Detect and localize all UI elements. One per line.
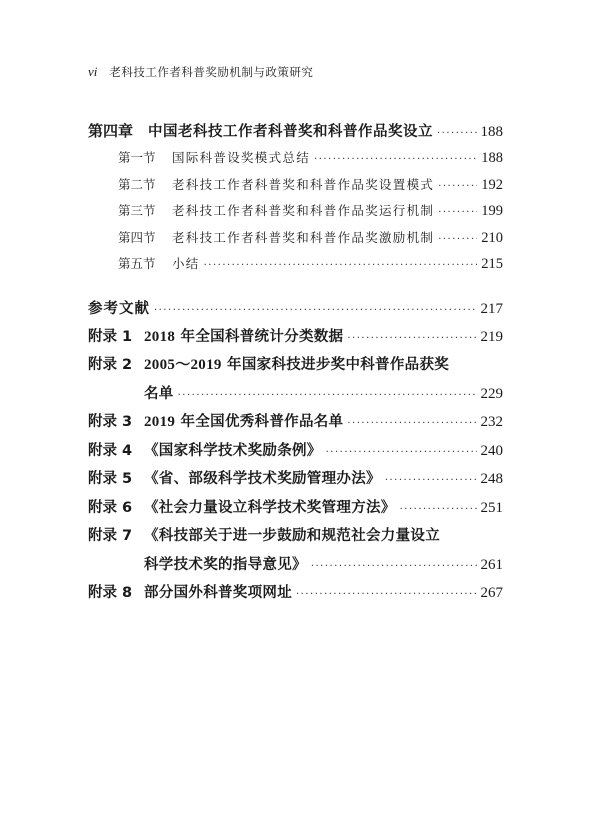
- dot-leader: [400, 504, 477, 515]
- appendix-label: 附录 8: [88, 585, 133, 601]
- appendix-page: 261: [480, 556, 503, 573]
- toc-section-4[interactable]: [88, 228, 503, 255]
- toc-chapter-4[interactable]: [88, 120, 503, 148]
- dot-leader: [437, 128, 477, 139]
- appendix-label: 附录 7: [88, 528, 133, 544]
- appendix-title: 《社会力量设立科学技术奖管理方法》: [144, 499, 396, 516]
- dot-leader: [347, 418, 476, 429]
- section-title: 老科技工作者科普奖和科普作品奖激励机制: [172, 229, 435, 245]
- appendix-page: 219: [480, 328, 503, 345]
- toc-section-5[interactable]: [88, 254, 503, 281]
- dot-leader: [311, 561, 477, 572]
- toc-section-3[interactable]: [88, 201, 503, 228]
- appendix-page: 240: [480, 442, 503, 459]
- dot-leader: [154, 305, 477, 316]
- section-title: 国际科普设奖模式总结: [172, 150, 311, 165]
- dot-leader: [347, 333, 476, 344]
- spacer: [88, 281, 503, 297]
- appendix-title: 《省、部级科学技术奖励管理办法》: [144, 471, 381, 487]
- dot-leader: [178, 390, 477, 401]
- toc-section-2[interactable]: [88, 175, 503, 202]
- appendix-title: 2019 年全国优秀科普作品名单: [144, 414, 344, 430]
- section-page: 210: [481, 229, 503, 246]
- dot-leader: [204, 260, 478, 271]
- section-label: 第一节: [118, 150, 156, 165]
- toc-section-1[interactable]: [88, 148, 503, 175]
- section-page: 199: [481, 203, 503, 219]
- dot-leader: [326, 447, 477, 458]
- toc-appendix-4[interactable]: [88, 439, 503, 468]
- dot-leader: [438, 181, 477, 192]
- table-of-contents: [88, 120, 503, 610]
- appendix-title: 2005～2019 年国家科技进步奖中科普作品获奖: [144, 357, 450, 373]
- appendix-label: 附录 4: [88, 442, 133, 459]
- section-title: 小结: [172, 256, 200, 271]
- chapter-page: 188: [480, 124, 503, 140]
- section-title: 老科技工作者科普奖和科普作品奖运行机制: [172, 203, 435, 218]
- toc-appendix-3[interactable]: [88, 410, 503, 439]
- references-title: 参考文献: [88, 300, 150, 317]
- dot-leader: [438, 234, 477, 245]
- appendix-page: 251: [480, 499, 503, 516]
- appendix-label: 附录 1: [88, 328, 133, 345]
- toc-references[interactable]: [88, 297, 503, 325]
- appendix-page: 229: [480, 385, 503, 402]
- dot-leader: [314, 154, 477, 165]
- toc-appendix-2-line1[interactable]: [88, 353, 503, 382]
- appendix-label: 附录 2: [88, 357, 133, 373]
- dot-leader: [438, 207, 477, 218]
- toc-appendix-7-line2[interactable]: [88, 553, 503, 582]
- book-title: 老科技工作者科普奖励机制与政策研究: [109, 65, 314, 79]
- toc-appendix-7-line1[interactable]: [88, 524, 503, 553]
- appendix-page: 248: [480, 471, 503, 487]
- toc-appendix-2-line2[interactable]: [88, 382, 503, 411]
- appendix-title: 部分国外科普奖项网址: [144, 585, 292, 601]
- appendix-page: 267: [480, 585, 503, 601]
- toc-appendix-6[interactable]: [88, 496, 503, 525]
- section-page: 192: [481, 176, 503, 193]
- section-page: 215: [481, 256, 503, 272]
- appendix-label: 附录 6: [88, 499, 133, 516]
- running-header: [88, 64, 313, 80]
- appendix-title-continued: 科学技术奖的指导意见》: [144, 556, 307, 573]
- section-label: 第四节: [118, 229, 156, 245]
- roman-page-number: vi: [88, 64, 98, 79]
- appendix-title: 2018 年全国科普统计分类数据: [144, 328, 344, 345]
- appendix-title: 《科技部关于进一步鼓励和规范社会力量设立: [144, 528, 440, 544]
- references-page: 217: [480, 300, 503, 317]
- chapter-label: 第四章: [88, 122, 134, 140]
- appendix-title-continued: 名单: [144, 385, 174, 402]
- section-title: 老科技工作者科普奖和科普作品奖设置模式: [172, 176, 435, 192]
- toc-appendix-8[interactable]: [88, 581, 503, 610]
- dot-leader: [385, 475, 477, 486]
- appendix-title: 《国家科学技术奖励条例》: [144, 442, 322, 459]
- dot-leader: [296, 589, 477, 600]
- section-label: 第五节: [118, 256, 156, 271]
- chapter-title: 中国老科技工作者科普奖和科普作品奖设立: [148, 124, 433, 140]
- appendix-page: 232: [480, 414, 503, 430]
- toc-appendix-1[interactable]: [88, 325, 503, 354]
- appendix-label: 附录 3: [88, 414, 133, 430]
- section-label: 第二节: [118, 176, 156, 192]
- section-page: 188: [481, 150, 503, 166]
- section-label: 第三节: [118, 203, 156, 218]
- appendix-label: 附录 5: [88, 471, 133, 487]
- toc-appendix-5[interactable]: [88, 467, 503, 496]
